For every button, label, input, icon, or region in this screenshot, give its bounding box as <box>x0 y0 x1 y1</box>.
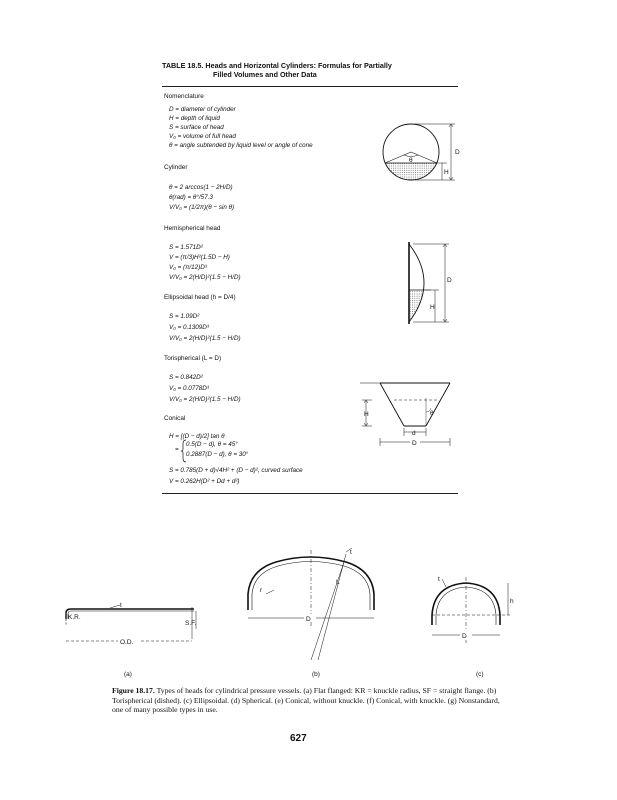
fig-c-t-label: t <box>438 576 440 583</box>
panel-b-label: (b) <box>312 671 320 678</box>
hemi-d-label: D <box>447 277 452 284</box>
cylinder-diagram <box>375 110 465 200</box>
hemispherical-formula: V = (π/3)H²(1.5D − H) <box>169 254 230 261</box>
hemispherical-formula: V/V₀ = 2(H/D)²(1.5 − H/D) <box>169 274 241 281</box>
conical-diagram <box>360 380 470 460</box>
panel-a-label: (a) <box>124 671 132 678</box>
torispherical-formula: V/V₀ = 2(H/D)²(1.5 − H/D) <box>169 396 241 403</box>
nomenclature-line: θ = angle subtended by liquid level or angle of cone <box>169 142 313 149</box>
nomenclature-heading: Nomenclature <box>164 93 204 100</box>
cyl-theta-label: θ <box>409 157 413 164</box>
bottom-rule <box>162 493 458 494</box>
conical-formula: H = [(D − d)/2] tan θ <box>169 433 225 440</box>
conical-formula: V = 0.262H(D² + Dd + d²) <box>169 478 240 485</box>
cylinder-formula: θ(rad) = θ°/57.3 <box>169 194 213 201</box>
conical-formula: S = 0.785(D + d)√4H² + (D − d)², curved surface <box>169 467 303 474</box>
cylinder-formula: V/V₀ = (1/2π)(θ − sin θ) <box>169 204 235 211</box>
torispherical-heading: Torispherical (L = D) <box>164 355 222 362</box>
table-title-line1: TABLE 18.5. Heads and Horizontal Cylinders: Formulas for Partially <box>162 61 392 70</box>
fig-b-l-label: L <box>336 579 340 586</box>
fig-b-r-label: r <box>260 587 263 594</box>
nomenclature-line: S = surface of head <box>169 124 224 131</box>
ellipsoidal-formula: V₀ = 0.1309D³ <box>169 324 209 331</box>
cylinder-formula: θ = 2 arccos(1 − 2H/D) <box>169 184 233 191</box>
hemispherical-heading: Hemispherical head <box>164 225 221 232</box>
nomenclature-line: H = depth of liquid <box>169 115 220 122</box>
figure-b-torispherical <box>240 548 400 668</box>
torispherical-formula: V₀ = 0.0778D³ <box>169 385 209 392</box>
cyl-h-label: H <box>444 169 449 176</box>
caption-text: Types of heads for cylindrical pressure vessels. (a) Flat flanged: KR = knuckle radius, SF = straight flange. (b) Torispherical (dished). (c) Ellipsoidal. (d) Spherical. (e) Conical, without knuckle. (f) Conical, with knuckle. (g) Nonstandard, one of many possible types in use. <box>112 686 500 714</box>
conical-equals: = <box>175 446 179 453</box>
hemispherical-formula: S = 1.571D² <box>169 244 203 251</box>
fig-a-kr-label: K.R. <box>68 614 81 621</box>
cone-theta-label: θ <box>430 410 434 417</box>
torispherical-formula: S = 0.842D² <box>169 374 203 381</box>
fig-c-h-label: h <box>510 598 514 605</box>
hemispherical-formula: V₀ = (π/12)D³ <box>169 264 207 271</box>
figure-a-flat-flanged <box>58 602 208 665</box>
ellipsoidal-formula: S = 1.09D² <box>169 313 200 320</box>
top-rule <box>162 86 458 87</box>
fig-a-t-label: t <box>120 602 122 609</box>
conical-heading: Conical <box>164 415 186 422</box>
fig-b-t-label: t <box>350 549 352 556</box>
nomenclature-line: D = diameter of cylinder <box>169 106 236 113</box>
hemispherical-diagram <box>405 238 455 328</box>
cyl-d-label: D <box>455 149 460 156</box>
cylinder-heading: Cylinder <box>164 164 188 171</box>
figure-caption <box>112 686 508 715</box>
ellipsoidal-heading: Ellipsoidal head (h = D/4) <box>164 294 236 301</box>
conical-case-45: 0.5(D − d), θ = 45° <box>186 441 238 448</box>
fig-a-od-label: O.D. <box>120 639 134 646</box>
ellipsoidal-formula: V/V₀ = 2(H/D)²(1.5 − H/D) <box>169 335 241 342</box>
nomenclature-line: V₀ = volume of full head <box>169 133 236 140</box>
fig-a-sf-label: S.F. <box>185 620 197 627</box>
conical-brace <box>180 439 190 463</box>
figure-c-ellipsoidal <box>428 575 518 655</box>
page-number: 627 <box>290 733 307 744</box>
panel-c-label: (c) <box>476 671 484 678</box>
fig-b-d-label: D <box>306 616 311 623</box>
conical-case-30: 0.2887(D − d), θ = 30° <box>186 451 249 458</box>
table-title-line2: Filled Volumes and Other Data <box>213 69 317 79</box>
cone-d-label: D <box>412 440 417 447</box>
cone-small-d-label: d <box>412 430 416 437</box>
table-title <box>162 62 392 79</box>
hemi-h-label: H <box>430 304 435 311</box>
cone-h-label: H <box>364 411 369 418</box>
caption-label: Figure 18.17. <box>112 686 155 695</box>
fig-c-d-label: D <box>462 633 467 640</box>
